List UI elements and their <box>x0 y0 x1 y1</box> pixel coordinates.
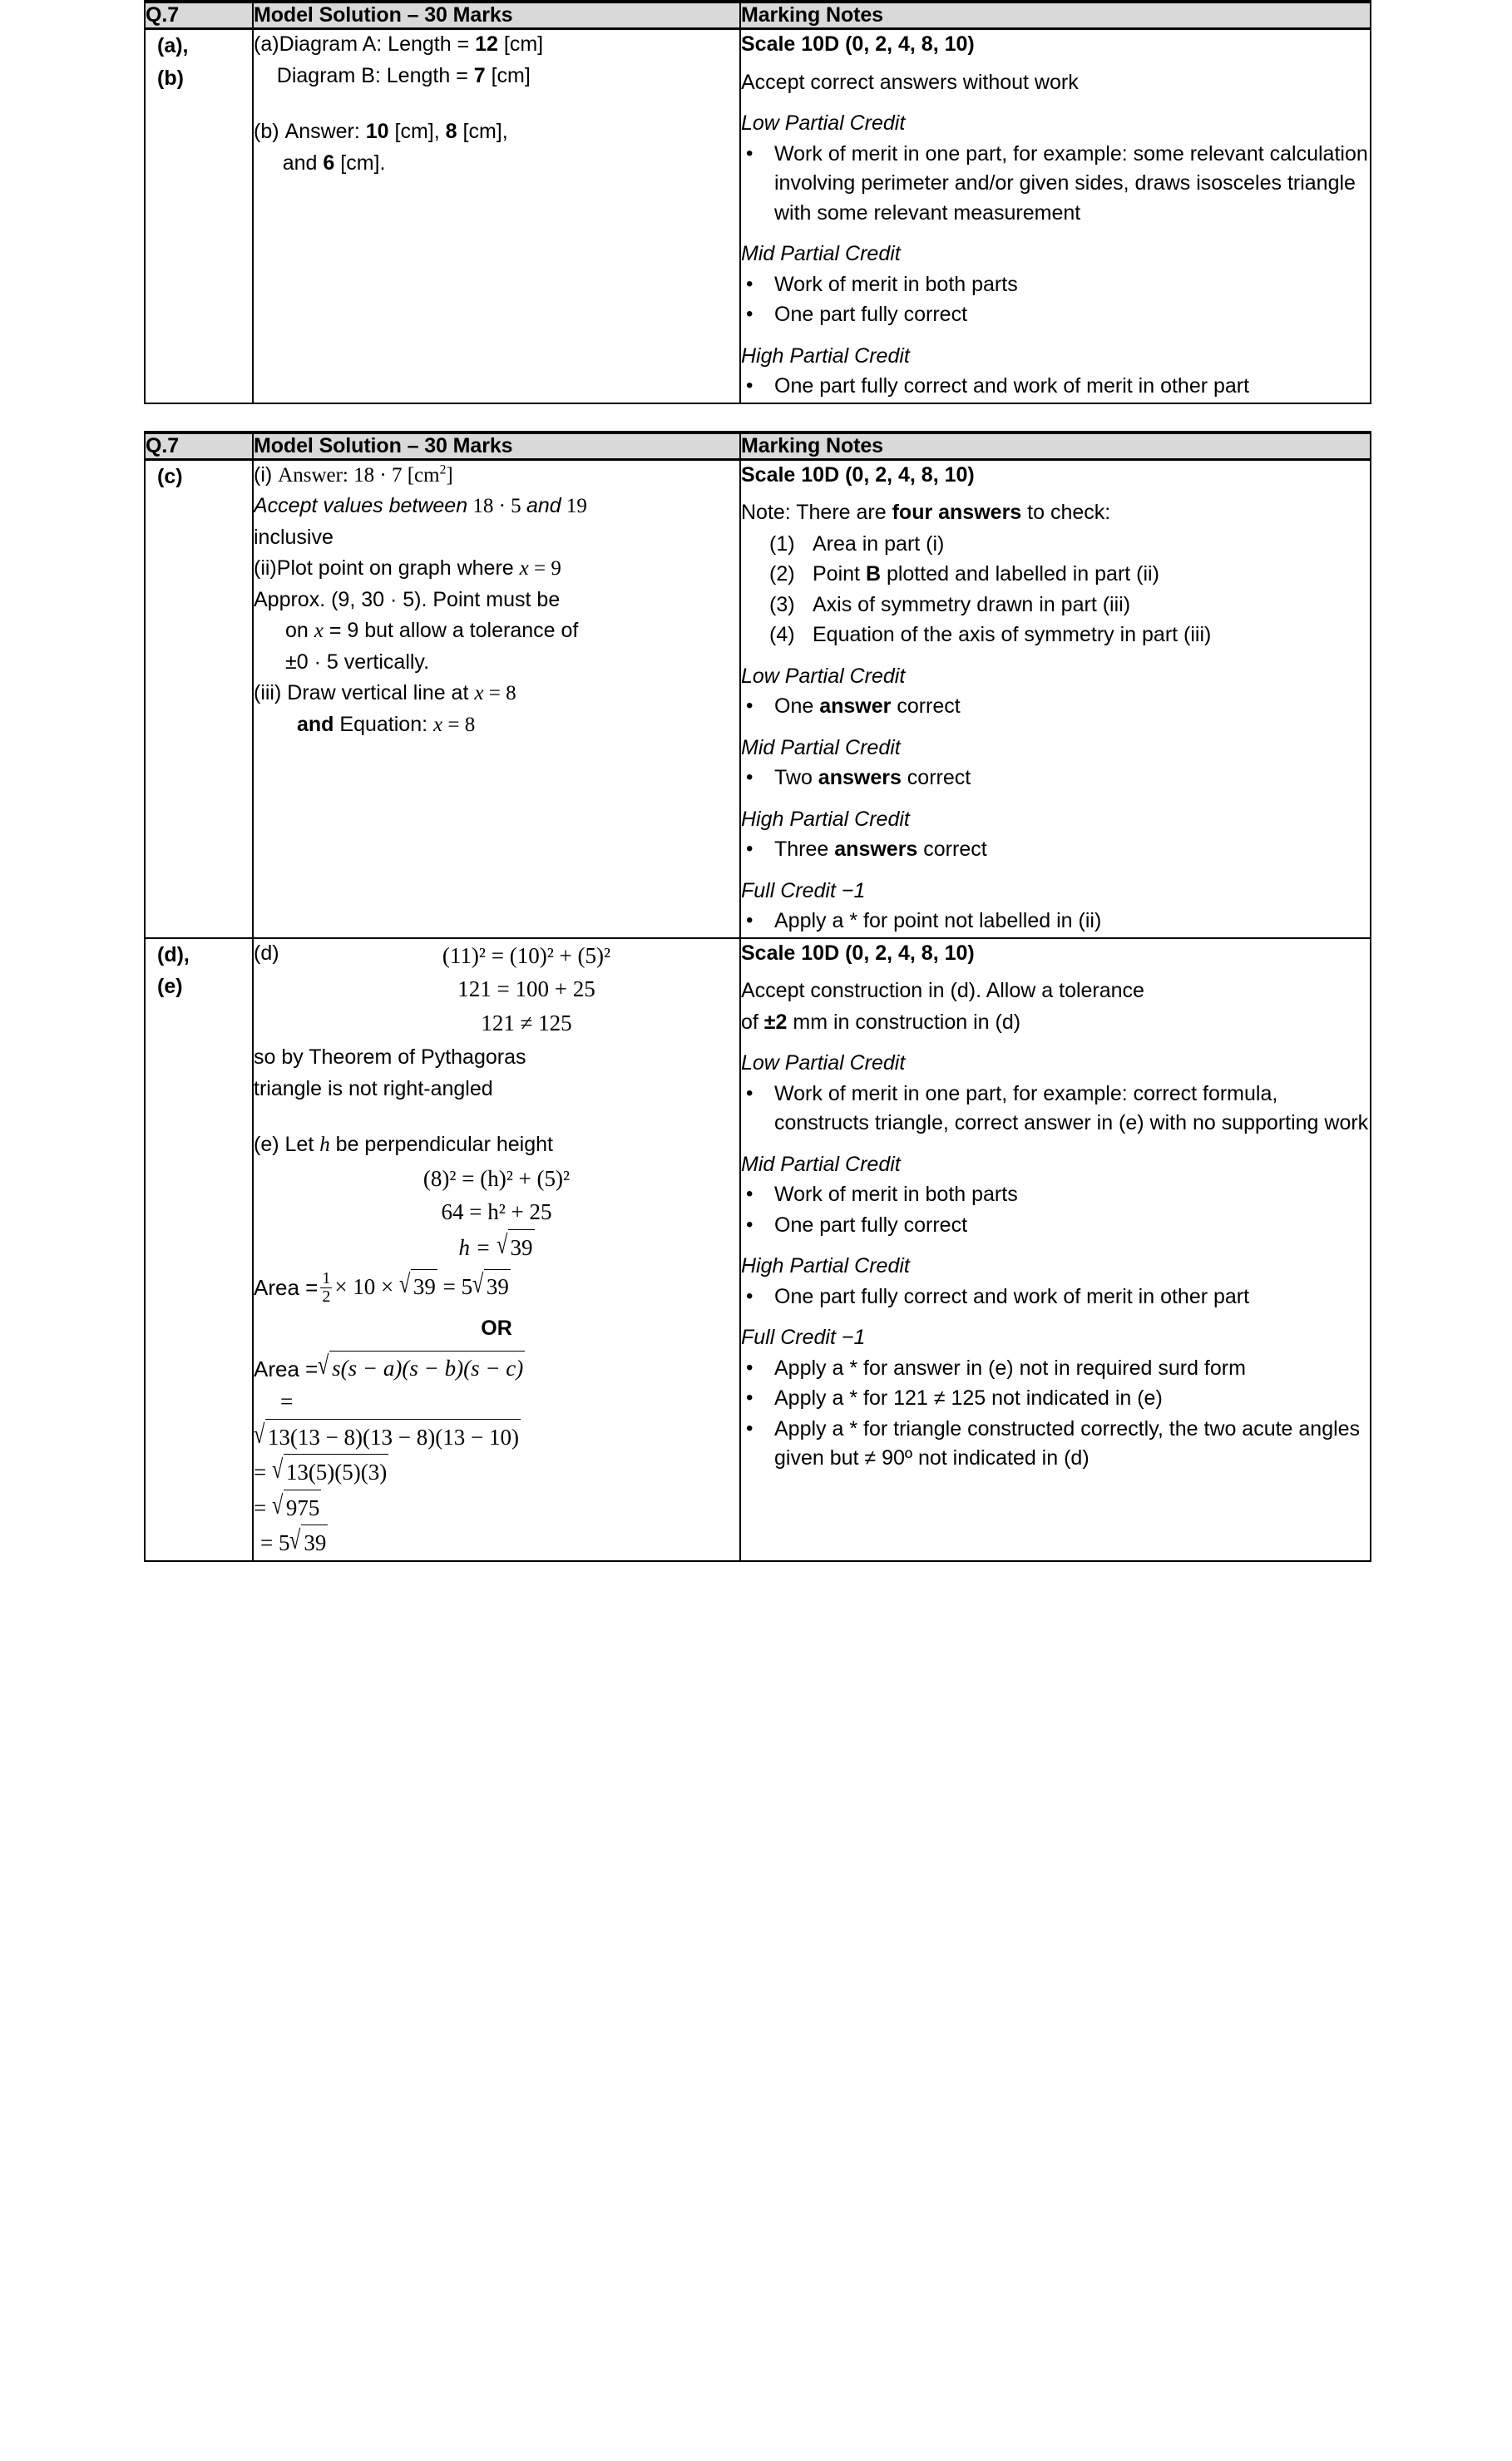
area-answer-text: Answer: 18 · 7 [cm <box>278 463 440 487</box>
radical-sign: √ <box>289 1525 301 1555</box>
note-bold: four answers <box>892 501 1022 524</box>
heron-area-label: Area = <box>254 1356 319 1381</box>
bullet-text: Work of merit in one part, for example: some relevant calculation involving perimeter and/or given sides, draws isosceles triangle with some relevant measurement <box>774 141 1368 225</box>
full-credit-list <box>741 907 1370 936</box>
list-item <box>741 692 1370 722</box>
note-four-answers <box>741 498 1370 528</box>
bullet-icon: • <box>746 766 754 788</box>
part-label-a: (a), <box>157 34 189 57</box>
area-half-base-height <box>254 1269 739 1306</box>
header-question: Q.7 <box>145 2 253 29</box>
tolerance-line-2: ±0 · 5 vertically. <box>285 650 430 674</box>
bullet-text <box>774 907 1370 936</box>
answer-and: and <box>282 151 324 175</box>
bullet-text-post: correct <box>917 838 987 861</box>
solution-d-block <box>254 939 739 1040</box>
sqrt-icon <box>254 1419 521 1455</box>
area-expression <box>318 1269 511 1306</box>
solution-a-line-2-indent <box>254 62 277 91</box>
approx-point-line: Approx. (9, 30 · 5). Point must be <box>254 587 561 611</box>
radicand: 13(5)(5)(3) <box>284 1454 388 1490</box>
heron-step-4 <box>254 1490 739 1525</box>
heron-equals-sign: = <box>280 1389 294 1415</box>
accept-construction-line-2 <box>741 1008 1370 1038</box>
pythagoras-check-eq1: (11)² = (10)² + (5)² <box>442 942 611 968</box>
diagram-a-unit: [cm] <box>497 32 544 56</box>
height-eq3-lhs: h = <box>458 1234 497 1260</box>
low-partial-credit-list <box>741 692 1370 722</box>
solution-c-i <box>254 461 739 491</box>
solution-e-marker: (e) <box>254 1133 279 1156</box>
check-text <box>813 620 1370 650</box>
answer-value-3: 6 <box>323 151 335 175</box>
pythagoras-check-eq3: 121 ≠ 125 <box>481 1010 572 1035</box>
check-text-pre: Axis of symmetry drawn in part (iii) <box>813 592 1131 616</box>
list-item <box>741 1384 1370 1414</box>
bullet-text-post: correct <box>901 766 971 789</box>
list-item <box>741 1354 1370 1384</box>
bullet-icon: • <box>746 303 754 325</box>
check-text <box>813 591 1370 620</box>
mid-partial-credit-heading: Mid Partial Credit <box>741 735 901 759</box>
table-1-header-row <box>145 2 1371 29</box>
check-text-pre: Equation of the axis of symmetry in part (iii) <box>813 623 1212 646</box>
heron-step-4-prefix: = <box>254 1495 272 1520</box>
answer-label: Answer: <box>284 120 366 143</box>
sqrt-icon <box>399 1269 437 1303</box>
bullet-text: Work of merit in both parts <box>774 1183 1018 1206</box>
accept-values-and: and <box>526 494 561 517</box>
header-model-solution: Model Solution – 30 Marks <box>253 2 740 29</box>
mid-partial-credit-list <box>741 1180 1370 1240</box>
bullet-text-bold: answers <box>834 838 918 861</box>
bullet-text: One part fully correct <box>774 1213 968 1237</box>
solution-b-line-1-body <box>279 117 739 147</box>
solution-a-line-2-body <box>277 62 739 91</box>
axis-equation-and: and <box>297 712 334 736</box>
check-number: (2) <box>769 562 795 586</box>
list-item <box>741 1180 1370 1210</box>
answer-value-1: 10 <box>365 120 389 143</box>
bullet-text-bold: answers <box>818 766 902 789</box>
accept-values-label: Accept values between <box>254 494 468 517</box>
one-half-fraction <box>320 1270 332 1306</box>
heron-step-3 <box>254 1454 739 1490</box>
accept-values-lower: 18 · 5 <box>467 495 526 517</box>
bullet-icon: • <box>746 272 754 295</box>
list-item <box>741 1282 1370 1312</box>
height-equation-2: 64 = h² + 25 <box>441 1199 552 1224</box>
marking-notes-cell-ab <box>740 29 1371 403</box>
solution-ab-spacer <box>254 92 739 117</box>
radical-sign: √ <box>271 1490 284 1520</box>
check-text <box>813 530 1370 560</box>
accept-values-inclusive: inclusive <box>254 525 334 549</box>
tolerance-prefix: of <box>741 1010 764 1034</box>
full-credit-heading: Full Credit −1 <box>741 878 866 902</box>
check-text-pre: Area in part (i) <box>813 531 945 556</box>
plot-point-value: = 9 <box>528 557 561 580</box>
diagram-b-value: 7 <box>473 63 486 87</box>
bullet-text-pre: Three <box>774 838 835 861</box>
bullet-text: Work of merit in both parts <box>774 272 1018 296</box>
bullet-text <box>774 835 1370 865</box>
heron-formula-expression <box>318 1351 525 1385</box>
part-label-c: (c) <box>157 464 183 488</box>
marking-scheme-page <box>144 0 1370 1562</box>
list-item <box>769 530 1370 560</box>
pythagoras-conclusion-1: so by Theorem of Pythagoras <box>254 1045 526 1069</box>
vertical-line-value: = 8 <box>483 682 516 704</box>
solution-e-intro-body <box>279 1130 739 1160</box>
solution-a-line-2 <box>254 62 739 91</box>
mid-partial-credit-list <box>741 270 1370 330</box>
or-separator: OR <box>481 1317 512 1341</box>
list-item <box>769 620 1370 650</box>
scale-line: Scale 10D (0, 2, 4, 8, 10) <box>741 941 975 965</box>
heron-formula-row <box>254 1351 739 1386</box>
accept-values-upper: 19 <box>561 495 587 517</box>
solution-c-ii <box>254 554 739 584</box>
bullet-icon: • <box>746 694 754 717</box>
model-solution-cell-ab <box>253 29 740 403</box>
bullet-text-pre: One <box>774 694 820 718</box>
header-question: Q.7 <box>145 432 253 460</box>
table-2-header-row <box>145 432 1371 460</box>
sqrt-icon <box>472 1269 511 1303</box>
list-item <box>741 300 1370 330</box>
solution-e-intro <box>254 1130 739 1160</box>
full-credit-list <box>741 1354 1370 1474</box>
bullet-icon: • <box>746 141 754 165</box>
mid-partial-credit-list <box>741 764 1370 793</box>
answer-value-2: 8 <box>445 120 457 143</box>
radical-sign: √ <box>318 1350 329 1380</box>
sqrt-icon <box>289 1525 328 1560</box>
radicand: 39 <box>484 1269 511 1303</box>
full-credit-heading: Full Credit −1 <box>741 1326 866 1349</box>
bullet-text: One part fully correct and work of merit in other part <box>774 1284 1250 1308</box>
high-partial-credit-heading: High Partial Credit <box>741 1254 910 1277</box>
answer-unit-1: [cm], <box>388 120 446 143</box>
fraction-numerator: 1 <box>322 1269 331 1288</box>
accept-values-line <box>254 492 739 521</box>
model-solution-cell-c <box>253 459 740 938</box>
high-partial-credit-list <box>741 835 1370 865</box>
radical-sign: √ <box>271 1454 284 1485</box>
solution-d-marker: (d) <box>254 941 279 965</box>
high-partial-credit-heading: High Partial Credit <box>741 807 910 831</box>
low-partial-credit-list <box>741 1080 1370 1139</box>
list-item <box>741 835 1370 865</box>
area-label: Area = <box>254 1275 319 1300</box>
bullet-icon: • <box>746 1356 754 1379</box>
axis-equation-label: Equation: <box>334 712 433 736</box>
bullet-text-bold: answer <box>819 694 892 718</box>
axis-equation-x: x <box>432 713 443 736</box>
sqrt-icon <box>318 1351 525 1385</box>
area-multiplier: × 10 × <box>334 1274 400 1299</box>
list-item <box>741 270 1370 300</box>
plot-point-x: x <box>519 557 529 580</box>
heron-substitution <box>254 1419 739 1455</box>
check-number: (3) <box>769 592 795 616</box>
header-marking-notes: Marking Notes <box>740 2 1371 29</box>
solution-c-ii-marker: (ii) <box>254 556 277 580</box>
vertical-line-x: x <box>474 682 484 704</box>
solution-b-line-2-body <box>283 149 739 179</box>
area-equals: = 5 <box>437 1274 473 1299</box>
tolerance-suffix: mm in construction in (d) <box>787 1010 1021 1034</box>
marking-table-2 <box>144 431 1371 1562</box>
radical-sign: √ <box>472 1268 484 1299</box>
axis-equation-line <box>254 710 739 740</box>
solution-c-iii-body <box>281 679 739 709</box>
bullet-icon: • <box>746 1213 754 1236</box>
part-label-e: (e) <box>157 975 183 999</box>
solution-b-marker: (b) <box>254 120 279 143</box>
height-variable: h <box>319 1134 330 1156</box>
check-number: (4) <box>769 623 795 646</box>
bullet-text-pre: Two <box>774 766 818 789</box>
mid-partial-credit-heading: Mid Partial Credit <box>741 242 901 265</box>
solution-c-i-marker: (i) <box>254 462 273 487</box>
accept-line: Accept correct answers without work <box>741 70 1079 94</box>
answer-prefix <box>279 120 285 143</box>
bullet-text: Apply a * for triangle constructed correctly, the two acute angles given but ≠ 90º not indicated in (d) <box>774 1416 1361 1470</box>
list-item <box>769 591 1370 620</box>
bullet-icon: • <box>746 1416 754 1440</box>
table-row-de <box>145 938 1371 1561</box>
table-gap <box>144 404 1370 431</box>
answer-unit-2: [cm], <box>457 120 508 143</box>
solution-b-line-2-indent <box>254 149 283 179</box>
bullet-text: Apply a * for answer in (e) not in required surd form <box>774 1356 1246 1380</box>
check-text-post: plotted and labelled in part (ii) <box>881 562 1159 586</box>
scale-line: Scale 10D (0, 2, 4, 8, 10) <box>741 462 975 487</box>
bullet-icon: • <box>746 1284 754 1307</box>
tolerance-value: ±2 <box>763 1010 788 1034</box>
list-item <box>741 140 1370 229</box>
radicand: 39 <box>301 1525 328 1560</box>
diagram-b-unit: [cm] <box>485 63 531 87</box>
bullet-text-pre: Apply a * for point not labelled in (ii) <box>774 909 1102 932</box>
radicand: 39 <box>411 1269 437 1303</box>
low-partial-credit-list <box>741 140 1370 229</box>
accept-construction-line-1: Accept construction in (d). Allow a tolerance <box>741 979 1144 1002</box>
mid-partial-credit-heading: Mid Partial Credit <box>741 1152 901 1176</box>
solution-b-line-1 <box>254 117 739 147</box>
part-label-cell-de <box>145 938 253 1561</box>
part-label-d: (d), <box>157 942 190 966</box>
low-partial-credit-heading: Low Partial Credit <box>741 111 906 135</box>
solution-c-i-body <box>272 461 739 491</box>
tolerance-text: = 9 but allow a tolerance of <box>323 619 579 642</box>
table-row-c <box>145 459 1371 938</box>
tolerance-on: on <box>285 619 314 642</box>
tolerance-x: x <box>314 620 324 642</box>
answers-to-check-list <box>741 530 1370 650</box>
low-partial-credit-heading: Low Partial Credit <box>741 1051 906 1075</box>
height-let-text: Let <box>284 1133 320 1156</box>
marking-notes-cell-de <box>740 938 1371 1561</box>
header-marking-notes: Marking Notes <box>740 432 1371 460</box>
area-answer-close: ] <box>446 463 453 487</box>
bullet-icon: • <box>746 1183 754 1205</box>
sqrt-icon <box>497 1229 535 1265</box>
answer-unit-3: [cm]. <box>334 151 386 175</box>
part-label-b: (b) <box>157 66 184 90</box>
heron-step-5-prefix: = 5 <box>260 1530 290 1556</box>
plot-point-text: Plot point on graph where <box>276 556 520 580</box>
diagram-a-value: 12 <box>475 32 498 56</box>
marking-notes-cell-c <box>740 459 1371 938</box>
list-item <box>769 560 1370 590</box>
vertical-line-text: Draw vertical line at <box>287 681 475 704</box>
solution-de-spacer <box>254 1105 739 1130</box>
bullet-icon: • <box>746 1386 754 1409</box>
check-text-pre: Point <box>813 562 866 586</box>
bullet-text-post: correct <box>891 694 961 718</box>
heron-step-5 <box>254 1525 739 1560</box>
list-item <box>741 1211 1370 1241</box>
list-item <box>741 764 1370 793</box>
list-item <box>741 372 1370 402</box>
radical-sign: √ <box>254 1419 265 1449</box>
bullet-icon: • <box>746 909 754 932</box>
marking-table-1 <box>144 0 1371 404</box>
part-label-cell-ab <box>145 29 253 403</box>
bullet-text: Work of merit in one part, for example: correct formula, constructs triangle, correct answer in (e) with no supporting work <box>774 1081 1369 1134</box>
pythagoras-check-eq2: 121 = 100 + 25 <box>457 976 595 1001</box>
heron-step-3-prefix: = <box>254 1460 272 1485</box>
radicand: 975 <box>284 1490 322 1525</box>
check-text-bold: B <box>865 562 881 586</box>
radicand: s(s − a)(s − b)(s − c) <box>329 1351 525 1385</box>
diagram-a-text: Diagram A: Length = <box>279 32 476 56</box>
pythagoras-conclusion-2: triangle is not right-angled <box>254 1076 493 1100</box>
bullet-text <box>774 764 1370 793</box>
high-partial-credit-list <box>741 372 1370 402</box>
solution-c-iii-marker: (iii) <box>254 681 282 704</box>
radical-sign: √ <box>399 1268 411 1299</box>
high-partial-credit-list <box>741 1282 1370 1312</box>
height-desc-text: be perpendicular height <box>329 1133 553 1156</box>
fraction-denominator: 2 <box>322 1287 331 1307</box>
solution-c-ii-body <box>277 554 739 584</box>
list-item <box>741 907 1370 936</box>
diagram-b-text: Diagram B: Length = <box>276 63 474 87</box>
high-partial-credit-heading: High Partial Credit <box>741 343 910 368</box>
part-label-cell-c <box>145 459 253 938</box>
axis-equation-value: = 8 <box>442 713 476 736</box>
radicand: 13(13 − 8)(13 − 8)(13 − 10) <box>265 1419 521 1455</box>
check-text <box>813 560 1370 590</box>
low-partial-credit-heading: Low Partial Credit <box>741 664 906 688</box>
list-item <box>741 1415 1370 1474</box>
bullet-text: One part fully correct <box>774 303 968 326</box>
height-equation-3 <box>254 1229 739 1265</box>
bullet-text: One part fully correct and work of merit in other part <box>774 374 1250 398</box>
solution-d-equations <box>314 939 739 1040</box>
solution-a-line-1 <box>254 30 739 60</box>
bullet-text: Apply a * for 121 ≠ 125 not indicated in (e) <box>774 1386 1163 1410</box>
bullet-icon: • <box>746 1081 754 1104</box>
solution-c-iii <box>254 679 739 709</box>
tolerance-line-1 <box>254 616 739 646</box>
radical-sign: √ <box>496 1229 508 1259</box>
sqrt-icon <box>272 1454 388 1490</box>
bullet-text <box>774 692 1370 722</box>
scale-line: Scale 10D (0, 2, 4, 8, 10) <box>741 32 975 56</box>
bullet-icon: • <box>746 838 754 860</box>
header-model-solution: Model Solution – 30 Marks <box>253 432 740 460</box>
model-solution-cell-de <box>253 938 740 1561</box>
list-item <box>741 1080 1370 1139</box>
note-prefix: Note: There are <box>741 501 892 524</box>
note-suffix: to check: <box>1021 501 1111 524</box>
height-equation-1: (8)² = (h)² + (5)² <box>422 1165 571 1191</box>
solution-a-marker: (a) <box>254 32 279 56</box>
radicand: 39 <box>508 1229 535 1265</box>
table-row-ab <box>145 29 1371 403</box>
solution-a-line-1-body <box>279 30 739 60</box>
solution-b-line-2 <box>254 149 739 179</box>
bullet-icon: • <box>746 374 754 397</box>
check-number: (1) <box>769 531 795 556</box>
area-answer-superscript: 2 <box>439 462 447 477</box>
